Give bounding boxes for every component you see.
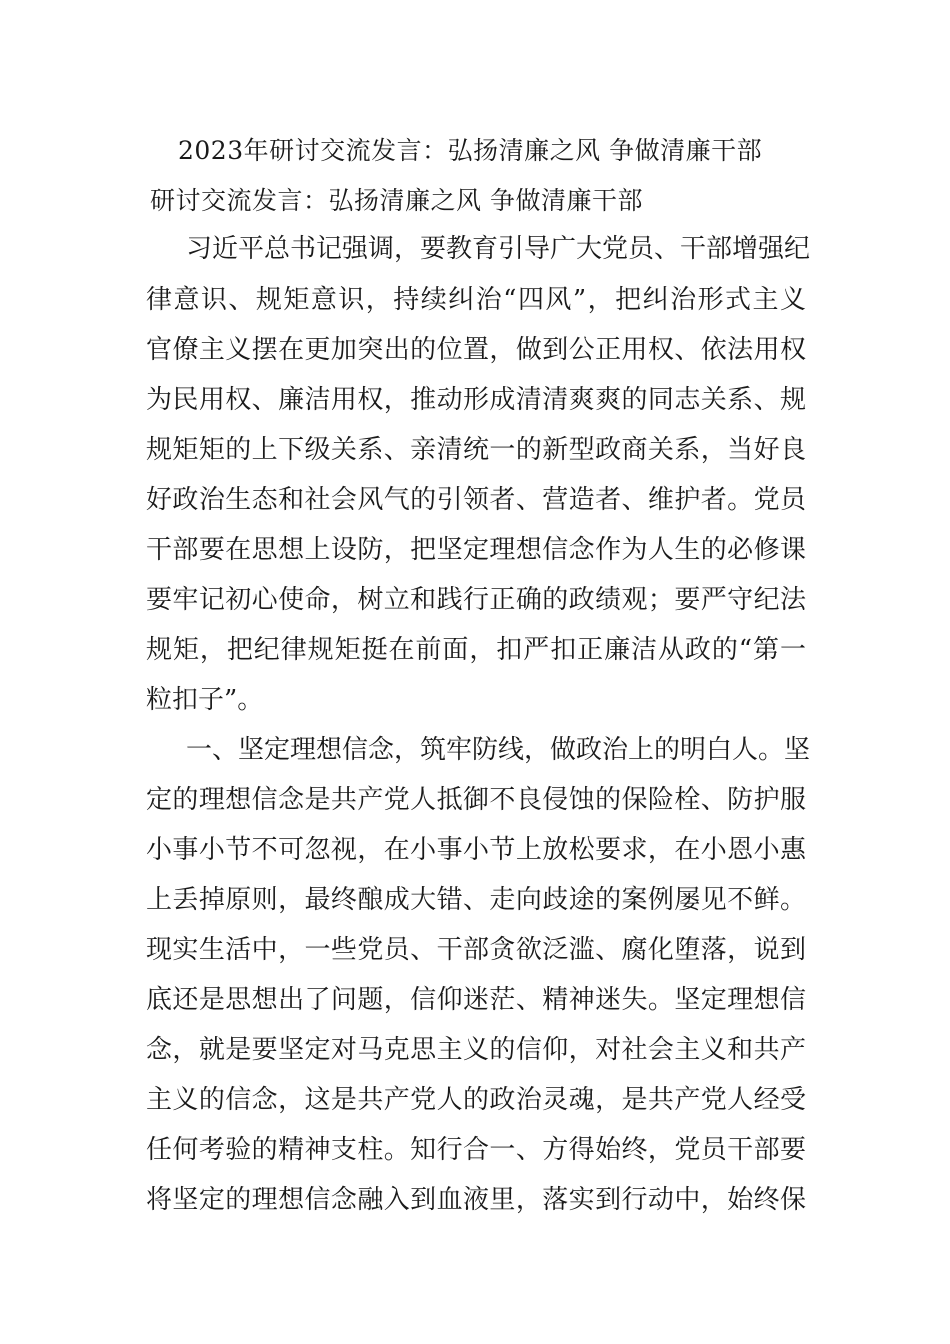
paragraph-line: 底还是思想出了问题，信仰迷茫、精神迷失。坚定理想信 <box>146 985 806 1015</box>
document-subtitle: 研讨交流发言：弘扬清廉之风 争做清廉干部 <box>150 186 643 215</box>
paragraph-line: 任何考验的精神支柱。知行合一、方得始终，党员干部要 <box>146 1135 806 1165</box>
paragraph-line: 现实生活中，一些党员、干部贪欲泛滥、腐化堕落，说到 <box>146 935 806 965</box>
paragraph-line: 为民用权、廉洁用权，推动形成清清爽爽的同志关系、规 <box>146 385 806 415</box>
paragraph-line: 主义的信念，这是共产党人的政治灵魂，是共产党人经受 <box>146 1085 806 1115</box>
paragraph-line: 干部要在思想上设防，把坚定理想信念作为人生的必修课 <box>146 535 806 565</box>
paragraph-line: 定的理想信念是共产党人抵御不良侵蚀的保险栓、防护服 <box>146 785 806 815</box>
section-heading-line: 一、坚定理想信念，筑牢防线，做政治上的明白人。坚 <box>186 735 811 765</box>
paragraph-line: 规矩矩的上下级关系、亲清统一的新型政商关系，当好良 <box>146 435 806 465</box>
paragraph-line: 上丢掉原则，最终酿成大错、走向歧途的案例屡见不鲜。 <box>146 885 806 915</box>
paragraph-line: 将坚定的理想信念融入到血液里，落实到行动中，始终保 <box>146 1185 806 1215</box>
paragraph-line: 念，就是要坚定对马克思主义的信仰，对社会主义和共产 <box>146 1035 806 1065</box>
paragraph-line: 习近平总书记强调，要教育引导广大党员、干部增强纪 <box>186 234 811 264</box>
paragraph-line: 小事小节不可忽视，在小事小节上放松要求，在小恩小惠 <box>146 835 806 865</box>
document-title: 2023年研讨交流发言：弘扬清廉之风 争做清廉干部 <box>178 136 763 165</box>
paragraph-line: 律意识、规矩意识，持续纠治“四风”，把纠治形式主义 <box>146 285 806 315</box>
paragraph-line: 规矩，把纪律规矩挺在前面，扣严扣正廉洁从政的“第一 <box>146 635 806 665</box>
paragraph-line: 官僚主义摆在更加突出的位置，做到公正用权、依法用权 <box>146 335 806 365</box>
paragraph-line: 粒扣子”。 <box>146 685 264 715</box>
paragraph-line: 要牢记初心使命，树立和践行正确的政绩观；要严守纪法 <box>146 585 806 615</box>
paragraph-line: 好政治生态和社会风气的引领者、营造者、维护者。党员 <box>146 485 806 515</box>
